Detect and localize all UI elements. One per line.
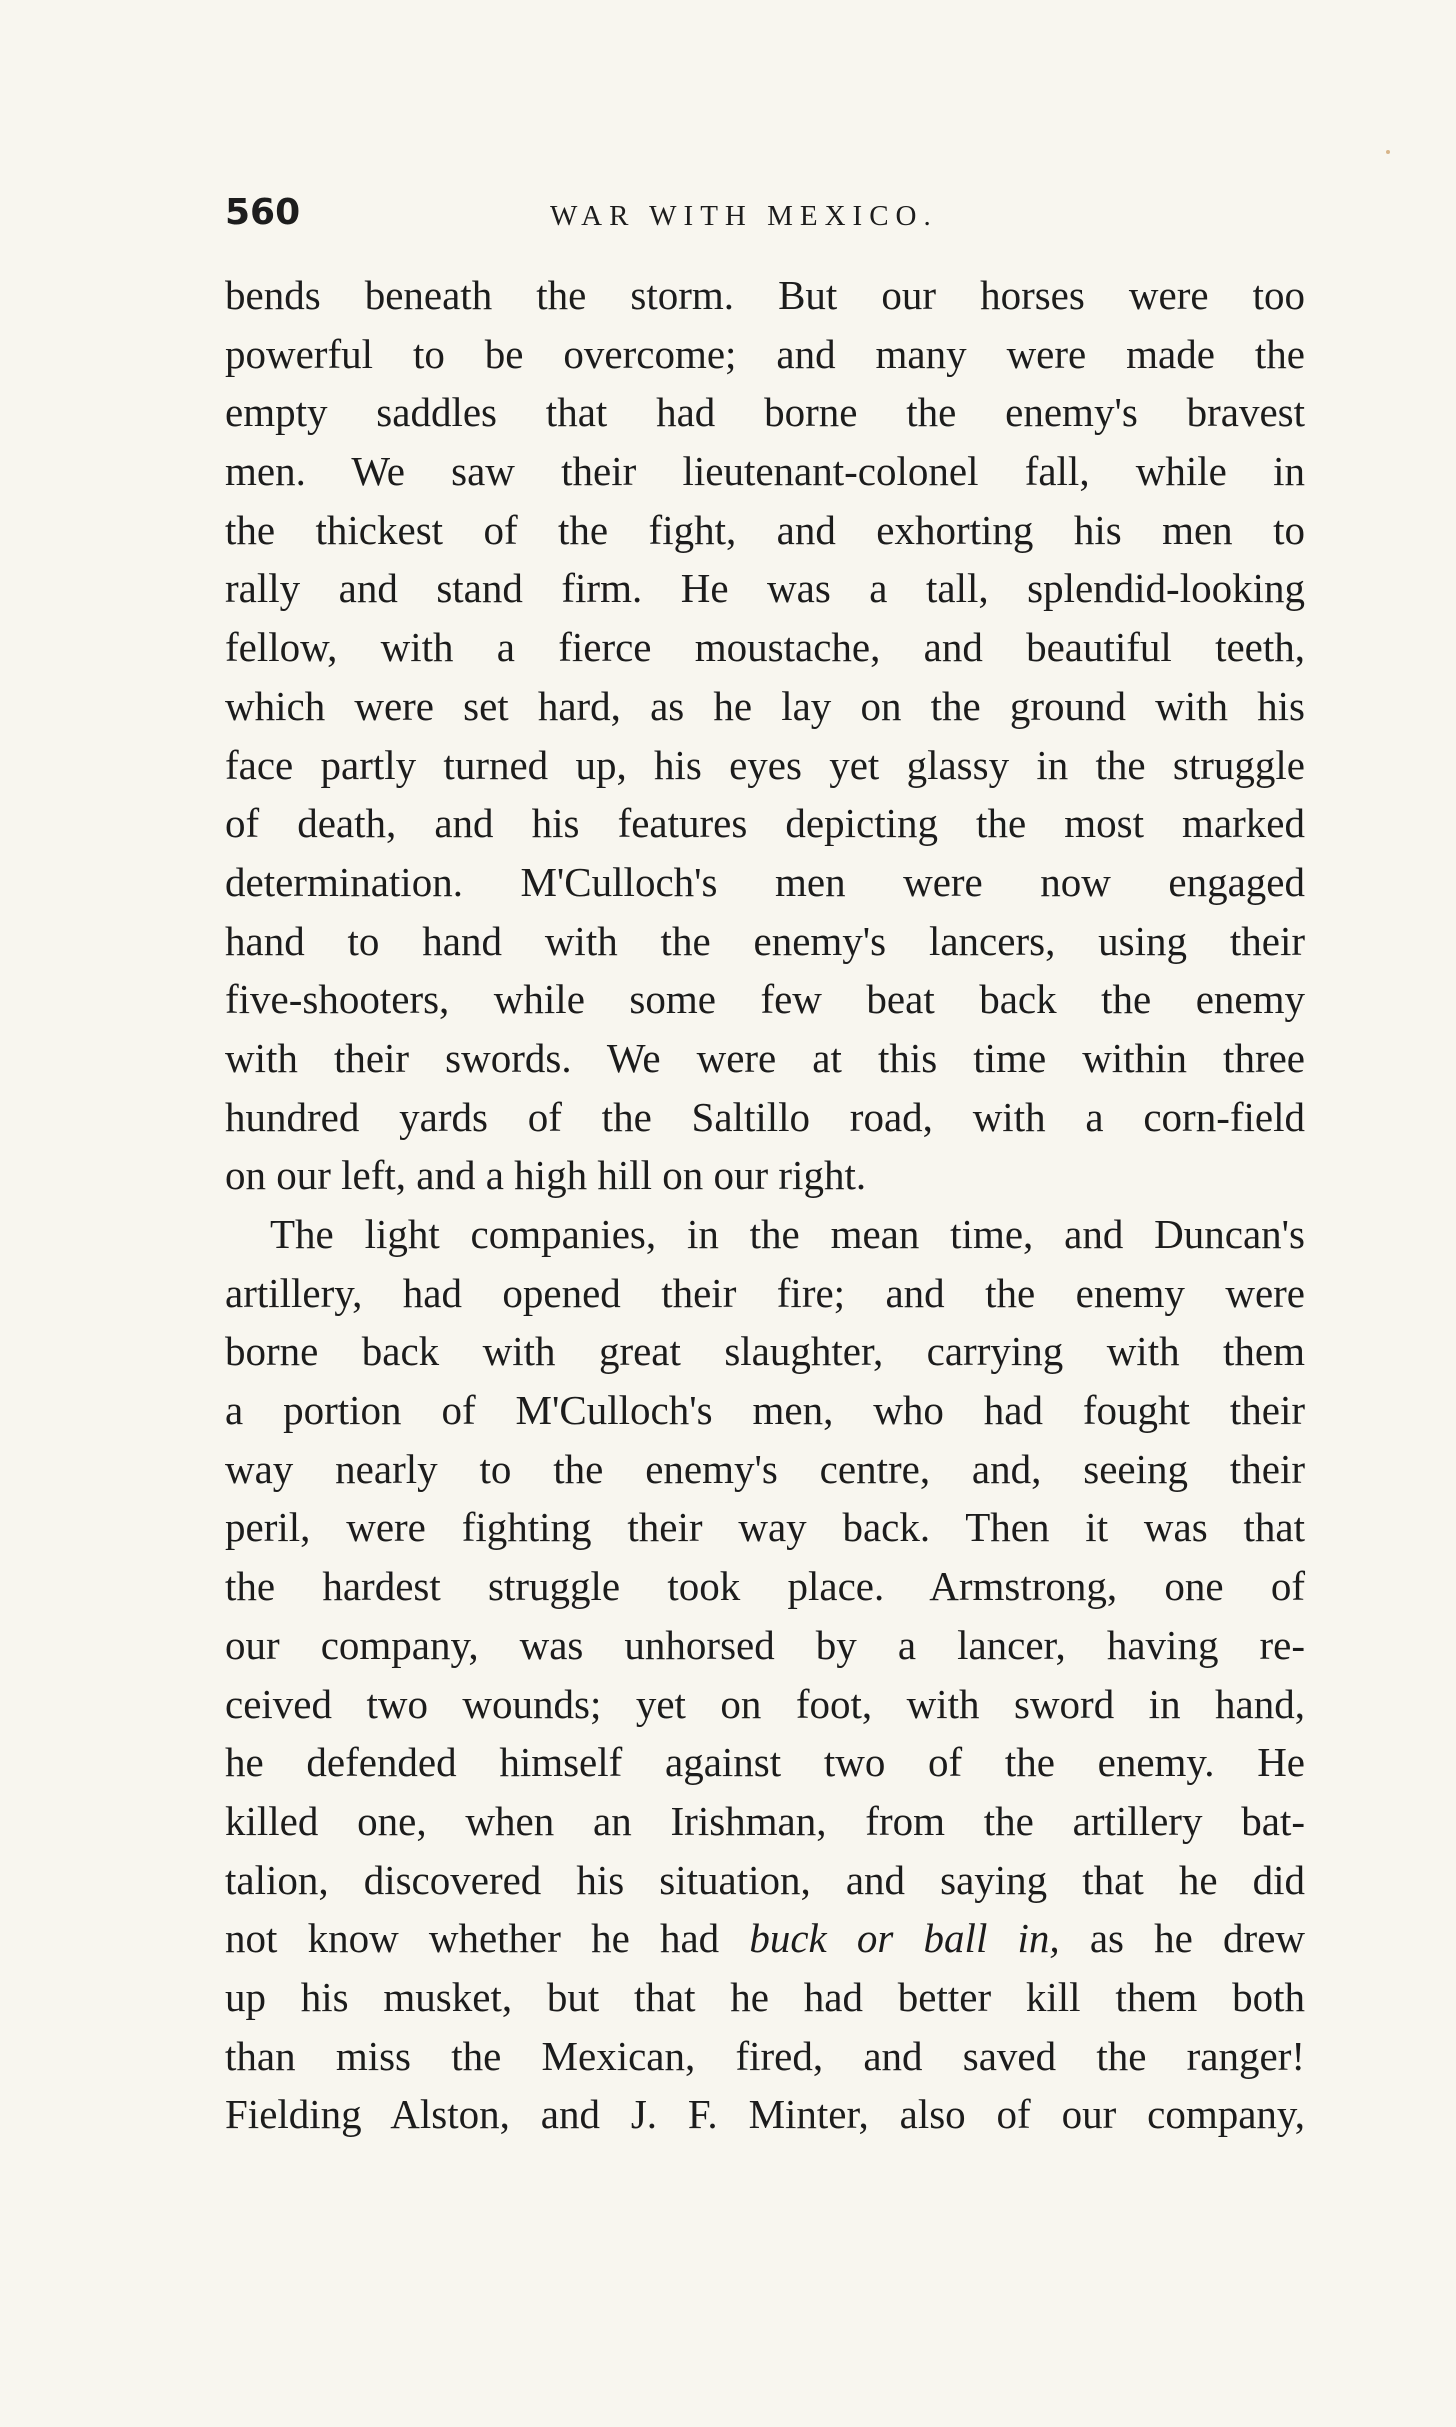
text-line: bends beneath the storm. But our horses were too bbox=[225, 272, 1305, 318]
text-line: with their swords. We were at this time within three bbox=[225, 1034, 1305, 1081]
text-line-with-italic bbox=[225, 1909, 1305, 1968]
text-line: of death, and his features depicting the most marked bbox=[225, 800, 1305, 847]
text-line: empty saddles that had borne the enemy's bravest bbox=[225, 389, 1305, 436]
text-segment: not know whether he had bbox=[225, 1915, 750, 1962]
text-line: powerful to be overcome; and many were made the bbox=[225, 330, 1305, 377]
text-line: ceived two wounds; yet on foot, with sword in hand, bbox=[225, 1680, 1305, 1727]
text-line: hand to hand with the enemy's lancers, using their bbox=[225, 917, 1305, 964]
italic-phrase: buck or ball in, bbox=[749, 1915, 1060, 1962]
text-line: than miss the Mexican, fired, and saved the ranger! bbox=[225, 2032, 1305, 2079]
text-line: The light companies, in the mean time, and Duncan's bbox=[270, 1211, 1305, 1257]
text-line: peril, were fighting their way back. Then it was that bbox=[225, 1504, 1305, 1551]
text-line: fellow, with a fierce moustache, and beautiful teeth, bbox=[225, 624, 1305, 671]
text-line: up his musket, but that he had better kill them both bbox=[225, 1973, 1305, 2020]
paragraph-1 bbox=[225, 266, 1305, 1205]
running-head bbox=[225, 192, 1305, 252]
text-line: killed one, when an Irishman, from the artillery bat- bbox=[225, 1797, 1305, 1844]
text-line: face partly turned up, his eyes yet glassy in the struggle bbox=[225, 741, 1305, 788]
text-line: five-shooters, while some few beat back the enemy bbox=[225, 976, 1305, 1023]
text-line: the thickest of the fight, and exhorting his men to bbox=[225, 506, 1305, 553]
text-line: a portion of M'Culloch's men, who had fought their bbox=[225, 1387, 1305, 1434]
text-line: talion, discovered his situation, and saying that he did bbox=[225, 1856, 1305, 1903]
body-text bbox=[225, 266, 1305, 2144]
text-segment: as he drew bbox=[1059, 1915, 1305, 1962]
text-line: borne back with great slaughter, carrying with them bbox=[225, 1328, 1305, 1375]
text-line: the hardest struggle took place. Armstrong, one of bbox=[225, 1563, 1305, 1610]
running-title: WAR WITH MEXICO. bbox=[550, 200, 938, 232]
text-line: rally and stand firm. He was a tall, splendid-looking bbox=[225, 565, 1305, 612]
page-number: 560 bbox=[225, 192, 301, 233]
paper-speck bbox=[1386, 150, 1390, 154]
text-line: determination. M'Culloch's men were now engaged bbox=[225, 858, 1305, 905]
text-line: our company, was unhorsed by a lancer, having re- bbox=[225, 1621, 1305, 1668]
text-line: hundred yards of the Saltillo road, with a corn-field bbox=[225, 1093, 1305, 1140]
paragraph-2 bbox=[225, 1205, 1305, 2144]
text-line: artillery, had opened their fire; and the enemy were bbox=[225, 1269, 1305, 1316]
text-line: he defended himself against two of the enemy. He bbox=[225, 1739, 1305, 1786]
text-line: which were set hard, as he lay on the ground with his bbox=[225, 682, 1305, 729]
text-line: way nearly to the enemy's centre, and, seeing their bbox=[225, 1445, 1305, 1492]
text-line: Fielding Alston, and J. F. Minter, also of our company, bbox=[225, 2091, 1305, 2138]
text-line: on our left, and a high hill on our right. bbox=[225, 1152, 867, 1199]
text-line: men. We saw their lieutenant-colonel fall, while in bbox=[225, 448, 1305, 495]
